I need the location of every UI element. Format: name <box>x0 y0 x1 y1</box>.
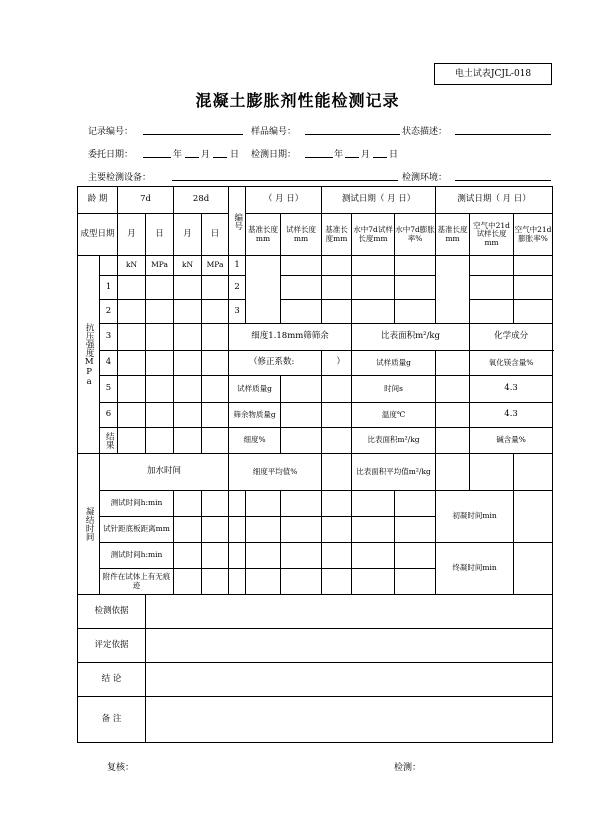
cell[interactable] <box>470 300 514 324</box>
inspector-label: 检测： <box>394 763 422 773</box>
fineness-label: 细度1.18mm筛筛余 <box>229 324 352 351</box>
row-no-4: 4 <box>100 351 118 376</box>
sample-mass-2-label: 试样质量g <box>352 351 436 376</box>
cell[interactable] <box>395 517 436 543</box>
cell[interactable] <box>281 543 322 569</box>
cell[interactable] <box>202 376 229 403</box>
cell[interactable] <box>202 300 229 324</box>
specific-surface-avg-label: 比表面积平均值m²/kg <box>352 454 436 491</box>
cell[interactable] <box>352 256 395 276</box>
cell[interactable] <box>436 376 470 403</box>
col-base-length: 基准长度mm <box>246 214 281 256</box>
cell[interactable] <box>146 351 174 376</box>
cell[interactable] <box>229 569 246 595</box>
bianhao-3: 3 <box>229 300 246 324</box>
cell[interactable] <box>118 403 146 428</box>
equipment-label: 主要检测设备： <box>88 173 152 183</box>
fineness-avg-label: 细度平均值% <box>229 454 322 491</box>
cell[interactable] <box>322 569 352 595</box>
cell[interactable] <box>146 428 174 454</box>
row-no-2: 2 <box>100 300 118 324</box>
sample-mass-label: 试样质量g <box>229 376 281 403</box>
cell[interactable] <box>202 491 229 517</box>
remark-field[interactable] <box>146 697 553 743</box>
bianhao-1: 1 <box>229 256 246 276</box>
cell[interactable] <box>322 256 352 276</box>
cell[interactable] <box>395 300 436 324</box>
initial-set-label: 初凝时间min <box>436 491 514 543</box>
environment-field[interactable] <box>455 180 551 181</box>
cell[interactable] <box>174 491 202 517</box>
cell[interactable] <box>470 276 514 300</box>
cell[interactable] <box>174 376 202 403</box>
equipment-field[interactable] <box>172 180 398 181</box>
specific-surface-label: 比表面积m²/kg <box>352 324 470 351</box>
commission-day-field[interactable] <box>213 157 227 158</box>
form-month-28d: 月 <box>174 214 202 256</box>
test-year-field[interactable] <box>305 157 333 158</box>
cell[interactable] <box>118 351 146 376</box>
cell[interactable] <box>514 256 553 276</box>
cell[interactable] <box>246 543 281 569</box>
cell[interactable] <box>322 428 352 454</box>
sample-no-label: 样品编号： <box>251 127 297 137</box>
test-month-field[interactable] <box>345 157 359 158</box>
cell[interactable] <box>202 569 229 595</box>
environment-label: 检测环境： <box>402 173 448 183</box>
cell[interactable] <box>514 454 553 491</box>
month-day-paren: （ 月 日） <box>246 187 322 214</box>
test-month-unit: 月 <box>361 150 371 160</box>
cell[interactable] <box>470 256 514 276</box>
cell[interactable] <box>436 454 470 491</box>
state-desc-field[interactable] <box>455 134 551 135</box>
cell[interactable] <box>281 491 322 517</box>
cell[interactable] <box>246 491 281 517</box>
cell[interactable] <box>281 300 322 324</box>
cell[interactable] <box>146 376 174 403</box>
cell[interactable] <box>322 300 352 324</box>
cell[interactable] <box>352 276 395 300</box>
cell[interactable] <box>202 543 229 569</box>
cell[interactable] <box>352 491 395 517</box>
cell[interactable] <box>202 428 229 454</box>
needle-distance-label: 试针距底板距离mm <box>100 517 174 543</box>
cell[interactable] <box>174 543 202 569</box>
correction-label: （修正系数: <box>229 351 322 376</box>
cell[interactable] <box>174 428 202 454</box>
cell[interactable] <box>229 491 246 517</box>
cell[interactable] <box>436 256 470 324</box>
eval-basis-field[interactable] <box>146 629 553 663</box>
cell[interactable] <box>174 351 202 376</box>
cell[interactable] <box>118 324 146 351</box>
col-base-length-3: 基准长度mm <box>436 214 470 256</box>
form-code: 电土试表JCJL-018 <box>434 63 552 85</box>
commission-year-field[interactable] <box>143 157 171 158</box>
mgo-value-2: 4.3 <box>470 403 553 428</box>
cell[interactable] <box>202 276 229 300</box>
eval-basis-label: 评定依据 <box>78 629 146 663</box>
col-water-length: 水中7d试样长度mm <box>352 214 395 256</box>
cell[interactable] <box>352 543 395 569</box>
cell[interactable] <box>118 376 146 403</box>
cell[interactable] <box>202 403 229 428</box>
cell[interactable] <box>174 300 202 324</box>
form-month-7d: 月 <box>118 214 146 256</box>
cell[interactable] <box>174 517 202 543</box>
cell[interactable] <box>281 428 322 454</box>
test-day-field[interactable] <box>373 157 387 158</box>
cell[interactable] <box>281 256 322 276</box>
temperature-label: 温度℃ <box>352 403 436 428</box>
cell[interactable] <box>322 491 352 517</box>
conclusion-label: 结 论 <box>78 663 146 697</box>
row-no-5: 5 <box>100 376 118 403</box>
cell[interactable] <box>514 276 553 300</box>
sieve-mass-label: 筛余物质量g <box>229 403 281 428</box>
cell[interactable] <box>246 517 281 543</box>
test-year-unit: 年 <box>334 150 344 160</box>
bianhao-2: 2 <box>229 276 246 300</box>
specific-surface-2-label: 比表面积m²/kg <box>352 428 436 454</box>
cell[interactable] <box>395 569 436 595</box>
form-day-28d: 日 <box>202 214 229 256</box>
basis-label: 检测依据 <box>78 595 146 629</box>
unit-mpa-28d: MPa <box>202 256 229 276</box>
cell[interactable] <box>514 300 553 324</box>
col-sample-length: 试样长度mm <box>281 214 322 256</box>
cell[interactable] <box>174 276 202 300</box>
unit-kn-28d: kN <box>174 256 202 276</box>
cell[interactable] <box>229 543 246 569</box>
cell[interactable] <box>436 403 470 428</box>
cell[interactable] <box>281 276 322 300</box>
alkali-label: 碱含量% <box>470 428 553 454</box>
col-air-length: 空气中21d试样长度mm <box>470 214 514 256</box>
cell[interactable] <box>146 276 174 300</box>
unit-mpa-7d: MPa <box>146 256 174 276</box>
cell[interactable] <box>281 376 322 403</box>
commission-date-label: 委托日期： <box>88 150 134 160</box>
cell[interactable] <box>322 276 352 300</box>
row-no-3: 3 <box>100 324 118 351</box>
cell[interactable] <box>436 351 470 376</box>
cell[interactable] <box>229 517 246 543</box>
time-label: 时间s <box>352 376 436 403</box>
cell[interactable] <box>352 517 395 543</box>
cell[interactable] <box>146 403 174 428</box>
col-base-length-2: 基准长度mm <box>322 214 352 256</box>
strength-label: 抗压强度MPa <box>78 256 100 454</box>
cell[interactable] <box>202 351 229 376</box>
cell[interactable] <box>174 569 202 595</box>
cell[interactable] <box>246 256 281 324</box>
mgo-value-1: 4.3 <box>470 376 553 403</box>
page-title: 混凝土膨胀剂性能检测记录 <box>195 91 400 110</box>
cell[interactable] <box>352 569 395 595</box>
record-table <box>77 186 553 743</box>
bianhao-label: 编号 <box>229 187 246 256</box>
cell[interactable] <box>118 276 146 300</box>
commission-year-unit: 年 <box>173 150 183 160</box>
chemical-label: 化学成分 <box>470 324 553 351</box>
cell[interactable] <box>281 403 322 428</box>
cell[interactable] <box>352 300 395 324</box>
cell[interactable] <box>202 324 229 351</box>
cell[interactable] <box>174 403 202 428</box>
commission-month-field[interactable] <box>185 157 199 158</box>
cell[interactable] <box>395 543 436 569</box>
test-date-paren-2: 测试日期（ 月 日） <box>436 187 553 214</box>
row-no-6: 6 <box>100 403 118 428</box>
cell[interactable] <box>202 517 229 543</box>
final-set-label: 终凝时间min <box>436 543 514 595</box>
water-add-time-label: 加水时间 <box>100 454 229 491</box>
commission-day-unit: 日 <box>230 150 240 160</box>
cell[interactable] <box>395 491 436 517</box>
basis-field[interactable] <box>146 595 553 629</box>
record-no-label: 记录编号： <box>88 127 134 137</box>
remark-label: 备 注 <box>78 697 146 743</box>
attachment-label: 附件在试体上有无痕迹 <box>100 569 174 595</box>
reviewer-label: 复核： <box>107 763 135 773</box>
cell[interactable] <box>322 517 352 543</box>
cell[interactable] <box>395 256 436 276</box>
cell[interactable] <box>146 324 174 351</box>
age-label: 龄 期 <box>78 187 118 214</box>
conclusion-field[interactable] <box>146 663 553 697</box>
result-label: 结果 <box>100 428 118 454</box>
record-no-field[interactable] <box>143 134 243 135</box>
correction-close: ） <box>322 351 352 376</box>
cell[interactable] <box>322 454 352 491</box>
cell[interactable] <box>118 428 146 454</box>
commission-month-unit: 月 <box>201 150 211 160</box>
cell[interactable] <box>514 491 553 543</box>
cell[interactable] <box>281 569 322 595</box>
cell[interactable] <box>118 300 146 324</box>
setting-time-label: 凝结时间 <box>78 454 100 595</box>
cell[interactable] <box>322 376 352 403</box>
cell[interactable] <box>514 543 553 595</box>
cell[interactable] <box>436 428 470 454</box>
unit-kn-7d: kN <box>118 256 146 276</box>
test-date-paren-1: 测试日期（ 月 日） <box>322 187 436 214</box>
age-28d: 28d <box>174 187 229 214</box>
test-date-label: 检测日期： <box>251 150 297 160</box>
col-air-rate: 空气中21d膨胀率% <box>514 214 553 256</box>
unit-blank <box>100 256 118 276</box>
state-desc-label: 状态描述： <box>402 127 448 137</box>
test-time-label: 测试时间h:min <box>100 491 174 517</box>
age-7d: 7d <box>118 187 174 214</box>
cell[interactable] <box>174 324 202 351</box>
cell[interactable] <box>281 517 322 543</box>
form-day-7d: 日 <box>146 214 174 256</box>
test-day-unit: 日 <box>389 150 399 160</box>
cell[interactable] <box>470 454 514 491</box>
cell[interactable] <box>246 569 281 595</box>
fineness-pct-label: 细度% <box>229 428 281 454</box>
row-no-1: 1 <box>100 276 118 300</box>
cell[interactable] <box>322 543 352 569</box>
cell[interactable] <box>395 276 436 300</box>
cell[interactable] <box>322 403 352 428</box>
cell[interactable] <box>146 300 174 324</box>
col-water-rate: 水中7d膨胀率% <box>395 214 436 256</box>
sample-no-field[interactable] <box>305 134 400 135</box>
test-time-2-label: 测试时间h:min <box>100 543 174 569</box>
form-date-label: 成型日期 <box>78 214 118 256</box>
mgo-label: 氧化镁含量% <box>470 351 553 376</box>
